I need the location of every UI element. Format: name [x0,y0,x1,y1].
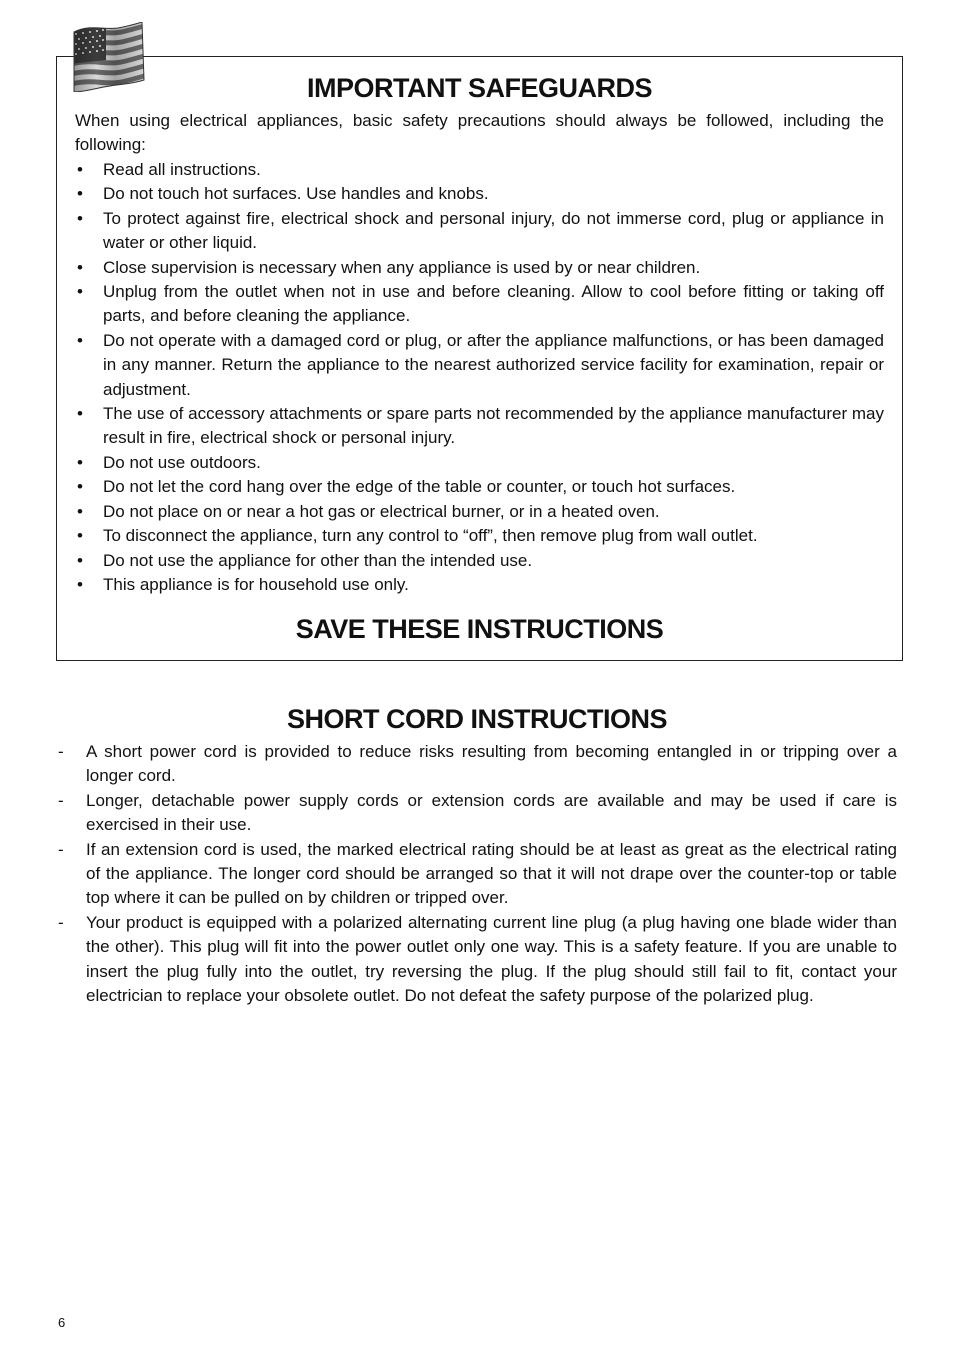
safeguard-item-marker: • [77,330,83,350]
short-cord-item-marker: - [58,790,64,810]
safeguard-item-text: Read all instructions. [103,160,261,179]
safeguard-item [75,207,884,256]
safeguard-item-text: Do not place on or near a hot gas or electrical burner, or in a heated oven. [103,501,660,521]
safeguard-item [75,451,884,475]
short-cord-list [58,740,897,1008]
page-number: 6 [58,1315,66,1330]
safeguards-list [75,158,884,597]
safeguard-item [75,573,884,597]
safeguard-item-marker: • [77,160,83,179]
safeguard-item-marker: • [77,574,83,594]
short-cord-title: SHORT CORD INSTRUCTIONS [287,704,667,734]
safeguard-item-marker: • [77,282,83,302]
safeguards-box [56,56,903,661]
safeguard-item-text: Close supervision is necessary when any appliance is used by or near children. [103,257,701,277]
safeguard-item-marker: • [77,184,83,204]
short-cord-item-text: If an extension cord is used, the marked electrical rating should be at least as great as the electrical rating of the appliance. The longer cord should be arranged so that it will not drape over the counter-top or table top where it can be pulled on by children or tripped over. [86,839,897,908]
safeguard-item-marker: • [77,477,83,497]
short-cord-item-text: A short power cord is provided to reduce risks resulting from becoming entangled in or tripping over a longer cord. [86,742,897,786]
short-cord-item-text: Your product is equipped with a polarized alternating current line plug (a plug having one blade wider than the other). This plug will fit into the power outlet only one way. This is a safety feature. If you are unable to insert the plug fully into the outlet, try reversing the plug. If the plug should still fail to fit, contact your electrician to replace your obsolete outlet. Do not defeat the safety purpose of the polarized plug. [86,912,897,1006]
safeguard-item [75,500,884,524]
short-cord-item-marker: - [58,742,64,761]
safeguard-item-marker: • [77,526,83,546]
safeguard-item-marker: • [77,404,83,424]
short-cord-item-text: Longer, detachable power supply cords or extension cords are available and may be used if care is exercised in their use. [86,790,897,835]
short-cord-item-marker: - [58,839,64,859]
safeguard-item [75,256,884,280]
safeguard-item [75,549,884,573]
short-cord-item [58,838,897,911]
safeguard-item-text: Do not operate with a damaged cord or plug, or after the appliance malfunctions, or has been damaged in any manner. Return the appliance to the nearest authorized service facility for examination, repair or adjustment. [103,330,884,399]
safeguard-item-marker: • [77,501,83,521]
safeguard-item-text: Do not touch hot surfaces. Use handles and knobs. [103,184,489,204]
safeguard-item [75,329,884,402]
safeguard-item-text: This appliance is for household use only. [103,574,409,594]
safeguard-item [75,182,884,206]
short-cord-item [58,789,897,838]
safeguard-item-text: Do not use the appliance for other than the intended use. [103,550,533,570]
safeguard-item-marker: • [77,452,83,472]
safeguards-title: IMPORTANT SAFEGUARDS [307,73,652,103]
safeguard-item-text: The use of accessory attachments or spare parts not recommended by the appliance manufacturer may result in fire, electrical shock or personal injury. [103,404,884,448]
safeguard-item-marker: • [77,257,83,277]
safeguard-item-marker: • [77,550,83,570]
safeguard-item-text: Do not use outdoors. [103,452,261,472]
short-cord-item [58,740,897,789]
short-cord-item [58,911,897,1009]
safeguard-item [75,475,884,499]
us-flag-icon [70,22,146,92]
safeguard-item-text: To disconnect the appliance, turn any control to “off”, then remove plug from wall outlet. [103,526,758,546]
safeguards-intro: When using electrical appliances, basic safety precautions should always be followed, including the following: [75,111,884,155]
safeguard-item [75,524,884,548]
safeguard-item-text: To protect against fire, electrical shock and personal injury, do not immerse cord, plug or appliance in water or other liquid. [103,208,884,253]
safeguard-item [75,402,884,451]
short-cord-item-marker: - [58,912,64,932]
safeguard-item [75,158,884,182]
safeguard-item-text: Unplug from the outlet when not in use and before cleaning. Allow to cool before fitting or taking off parts, and before cleaning the appliance. [103,282,884,326]
save-instructions-title: SAVE THESE INSTRUCTIONS [295,614,664,644]
safeguard-item-marker: • [77,208,83,228]
safeguard-item [75,280,884,329]
safeguard-item-text: Do not let the cord hang over the edge of the table or counter, or touch hot surfaces. [103,477,736,497]
